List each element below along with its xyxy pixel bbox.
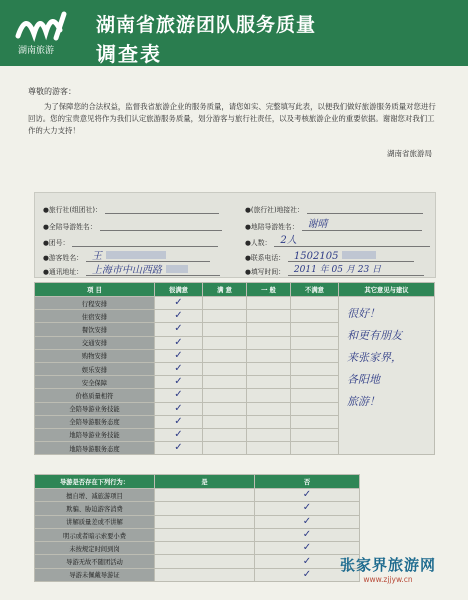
unsatisfied-cell[interactable] bbox=[291, 349, 339, 362]
redaction-blur bbox=[342, 251, 376, 259]
tour-guide-field[interactable] bbox=[43, 220, 222, 231]
group-no-label: ●团号： bbox=[43, 239, 70, 247]
no-cell[interactable] bbox=[255, 502, 360, 515]
satisfied-cell[interactable] bbox=[203, 376, 247, 389]
check-mark: ✓ bbox=[174, 376, 183, 388]
watermark-site-url: www.zjjyw.cn bbox=[363, 575, 413, 584]
behavior-label: 讲解质量差或不讲解 bbox=[35, 515, 155, 528]
average-cell[interactable] bbox=[247, 362, 291, 375]
item-label: 价格质量相符 bbox=[35, 389, 155, 402]
comment-line: 旅游！ bbox=[347, 395, 380, 408]
yes-cell[interactable] bbox=[155, 528, 255, 541]
item-label: 地陪导游业务技能 bbox=[35, 428, 155, 441]
satisfaction-table bbox=[34, 282, 435, 455]
hunan-tourism-logo bbox=[12, 6, 90, 58]
satisfied-cell[interactable] bbox=[203, 389, 247, 402]
table-row bbox=[35, 568, 360, 581]
item-label: 全陪导游业务技能 bbox=[35, 402, 155, 415]
group-agency-label: ●旅行社(组团社)： bbox=[43, 206, 102, 214]
col-item: 项 目 bbox=[35, 283, 155, 297]
satisfied-cell[interactable] bbox=[203, 428, 247, 441]
check-mark: ✓ bbox=[302, 542, 312, 554]
average-cell[interactable] bbox=[247, 442, 291, 455]
col-very-satisfied: 很满意 bbox=[155, 283, 203, 297]
very-satisfied-cell[interactable] bbox=[155, 389, 203, 402]
average-cell[interactable] bbox=[247, 389, 291, 402]
check-mark: ✓ bbox=[174, 323, 183, 335]
local-agency-label: ●(旅行社)地接社： bbox=[245, 206, 304, 214]
page-subtitle: 调查表 bbox=[96, 42, 162, 66]
signature: 湖南省旅游局 bbox=[387, 149, 432, 158]
redaction-blur bbox=[106, 251, 166, 259]
yes-cell[interactable] bbox=[155, 515, 255, 528]
comment-line: 很好！ bbox=[347, 307, 380, 320]
very-satisfied-cell[interactable] bbox=[155, 362, 203, 375]
no-cell[interactable] bbox=[255, 542, 360, 555]
table-row bbox=[35, 555, 360, 568]
satisfied-cell[interactable] bbox=[203, 362, 247, 375]
behavior-label: 欺骗、胁迫游客消费 bbox=[35, 502, 155, 515]
date-field[interactable] bbox=[245, 265, 424, 276]
item-label: 安全保障 bbox=[35, 376, 155, 389]
unsatisfied-cell[interactable] bbox=[291, 415, 339, 428]
address-field[interactable] bbox=[43, 265, 220, 276]
table-row bbox=[35, 297, 435, 310]
unsatisfied-cell[interactable] bbox=[291, 297, 339, 310]
tourist-name-field[interactable] bbox=[43, 251, 210, 262]
average-cell[interactable] bbox=[247, 297, 291, 310]
average-cell[interactable] bbox=[247, 376, 291, 389]
very-satisfied-cell[interactable] bbox=[155, 336, 203, 349]
tourist-name-label: ●游客姓名： bbox=[43, 254, 83, 262]
satisfied-cell[interactable] bbox=[203, 442, 247, 455]
intro-paragraph bbox=[28, 101, 440, 137]
unsatisfied-cell[interactable] bbox=[291, 336, 339, 349]
page-title: 湖南省旅游团队服务质量 bbox=[96, 14, 317, 36]
group-no-value[interactable] bbox=[72, 236, 218, 247]
very-satisfied-cell[interactable] bbox=[155, 297, 203, 310]
col-no: 否 bbox=[255, 475, 360, 489]
table-row bbox=[35, 502, 360, 515]
guide-behavior-table bbox=[34, 474, 360, 582]
table-row bbox=[35, 489, 360, 502]
behavior-label: 未按规定时间到岗 bbox=[35, 542, 155, 555]
item-label: 全陪导游服务态度 bbox=[35, 415, 155, 428]
comment-line: 各阳地 bbox=[347, 373, 380, 386]
people-label: ●人数： bbox=[245, 239, 272, 247]
phone-text: 1502105 bbox=[293, 251, 339, 262]
people-value[interactable]: 2人 bbox=[274, 236, 430, 247]
local-agency-field[interactable] bbox=[245, 203, 423, 214]
tourist-name-value[interactable] bbox=[86, 251, 210, 262]
very-satisfied-cell[interactable] bbox=[155, 323, 203, 336]
check-mark: ✓ bbox=[174, 428, 183, 440]
group-no-field[interactable] bbox=[43, 236, 218, 247]
satisfied-cell[interactable] bbox=[203, 297, 247, 310]
item-label: 住宿安排 bbox=[35, 310, 155, 323]
very-satisfied-cell[interactable] bbox=[155, 376, 203, 389]
group-agency-value[interactable] bbox=[105, 203, 219, 214]
yes-cell[interactable] bbox=[155, 489, 255, 502]
logo-text: 湖南旅游 bbox=[18, 46, 55, 56]
tour-guide-label: ●全陪导游姓名： bbox=[43, 223, 97, 231]
table-row bbox=[35, 542, 360, 555]
check-mark: ✓ bbox=[302, 529, 312, 541]
item-label: 地陪导游服务态度 bbox=[35, 442, 155, 455]
check-mark: ✓ bbox=[174, 402, 183, 414]
unsatisfied-cell[interactable] bbox=[291, 362, 339, 375]
item-label: 餐饮安排 bbox=[35, 323, 155, 336]
col-behavior: 导游是否存在下列行为： bbox=[35, 475, 155, 489]
yes-cell[interactable] bbox=[155, 542, 255, 555]
people-field[interactable] bbox=[245, 236, 430, 247]
tour-guide-value[interactable] bbox=[100, 220, 222, 231]
very-satisfied-cell[interactable] bbox=[155, 428, 203, 441]
date-value[interactable]: 2011 年 05 月 23 日 bbox=[288, 265, 424, 276]
unsatisfied-cell[interactable] bbox=[291, 376, 339, 389]
check-mark: ✓ bbox=[174, 349, 183, 361]
satisfied-cell[interactable] bbox=[203, 310, 247, 323]
satisfied-cell[interactable] bbox=[203, 402, 247, 415]
satisfied-cell[interactable] bbox=[203, 323, 247, 336]
col-average: 一 般 bbox=[247, 283, 291, 297]
average-cell[interactable] bbox=[247, 323, 291, 336]
comment-line: 和更有朋友 bbox=[347, 329, 402, 342]
no-cell[interactable] bbox=[255, 515, 360, 528]
yes-cell[interactable] bbox=[155, 502, 255, 515]
behavior-label: 导游无故不随团活动 bbox=[35, 555, 155, 568]
unsatisfied-cell[interactable] bbox=[291, 428, 339, 441]
behavior-label: 明示或者暗示索要小费 bbox=[35, 528, 155, 541]
site-watermark bbox=[340, 554, 436, 584]
check-mark: ✓ bbox=[302, 555, 312, 567]
check-mark: ✓ bbox=[302, 515, 312, 527]
satisfaction-header-row bbox=[35, 283, 435, 297]
address-text: 上海市中山西路 bbox=[91, 265, 162, 276]
behavior-label: 导游未佩戴导游证 bbox=[35, 568, 155, 581]
behavior-header-row bbox=[35, 475, 360, 489]
satisfied-cell[interactable] bbox=[203, 336, 247, 349]
local-guide-field[interactable] bbox=[245, 220, 422, 231]
date-label: ●填写时间： bbox=[245, 268, 285, 276]
average-cell[interactable] bbox=[247, 336, 291, 349]
check-mark: ✓ bbox=[302, 489, 312, 501]
check-mark: ✓ bbox=[174, 442, 183, 454]
check-mark: ✓ bbox=[174, 297, 183, 309]
unsatisfied-cell[interactable] bbox=[291, 402, 339, 415]
col-satisfied: 满 意 bbox=[203, 283, 247, 297]
redaction-blur bbox=[166, 265, 188, 273]
col-unsatisfied: 不满意 bbox=[291, 283, 339, 297]
check-mark: ✓ bbox=[174, 363, 183, 375]
watermark-site-name: 张家界旅游网 bbox=[340, 556, 437, 574]
comment-line: 来张家界， bbox=[347, 351, 402, 364]
unsatisfied-cell[interactable] bbox=[291, 389, 339, 402]
no-cell[interactable] bbox=[255, 528, 360, 541]
check-mark: ✓ bbox=[174, 336, 183, 348]
greeting: 尊敬的游客： bbox=[28, 87, 76, 96]
very-satisfied-cell[interactable] bbox=[155, 402, 203, 415]
yes-cell[interactable] bbox=[155, 568, 255, 581]
average-cell[interactable] bbox=[247, 415, 291, 428]
check-mark: ✓ bbox=[302, 502, 312, 514]
check-mark: ✓ bbox=[174, 415, 183, 427]
item-label: 行程安排 bbox=[35, 297, 155, 310]
local-guide-label: ●地陪导游姓名： bbox=[245, 223, 299, 231]
col-comments: 其它意见与建议 bbox=[339, 283, 435, 297]
info-panel bbox=[34, 192, 436, 278]
very-satisfied-cell[interactable] bbox=[155, 415, 203, 428]
yes-cell[interactable] bbox=[155, 555, 255, 568]
intro-text: 为了保障您的合法权益，监督我省旅游企业的服务质量，请您如实、完整填写此表，以便我们做好旅游服务质量对您进行回访。您的宝贵意见将作为我们认定旅游服务质量，划分游客与旅行社责任，以及考核旅游企业的重要依据。谢谢您对我们工作的大力支持！ bbox=[28, 102, 436, 135]
phone-value[interactable] bbox=[288, 251, 414, 262]
comments-cell[interactable] bbox=[339, 297, 435, 455]
table-row bbox=[35, 515, 360, 528]
address-label: ●通讯地址： bbox=[43, 268, 83, 276]
check-mark: ✓ bbox=[174, 310, 183, 322]
group-agency-field[interactable] bbox=[43, 203, 219, 214]
unsatisfied-cell[interactable] bbox=[291, 323, 339, 336]
satisfied-cell[interactable] bbox=[203, 349, 247, 362]
check-mark: ✓ bbox=[174, 389, 183, 401]
local-agency-value[interactable] bbox=[307, 203, 423, 214]
header-banner bbox=[0, 0, 468, 66]
behavior-label: 擅自增、减旅游项目 bbox=[35, 489, 155, 502]
item-label: 购物安排 bbox=[35, 349, 155, 362]
average-cell[interactable] bbox=[247, 402, 291, 415]
local-guide-value[interactable]: 谢晴 bbox=[302, 220, 422, 231]
item-label: 娱乐安排 bbox=[35, 362, 155, 375]
satisfied-cell[interactable] bbox=[203, 415, 247, 428]
no-cell[interactable] bbox=[255, 489, 360, 502]
very-satisfied-cell[interactable] bbox=[155, 310, 203, 323]
unsatisfied-cell[interactable] bbox=[291, 442, 339, 455]
average-cell[interactable] bbox=[247, 349, 291, 362]
check-mark: ✓ bbox=[302, 568, 312, 580]
average-cell[interactable] bbox=[247, 428, 291, 441]
unsatisfied-cell[interactable] bbox=[291, 310, 339, 323]
phone-field[interactable] bbox=[245, 251, 414, 262]
address-value[interactable] bbox=[86, 265, 220, 276]
table-row bbox=[35, 528, 360, 541]
item-label: 交通安排 bbox=[35, 336, 155, 349]
phone-label: ●联系电话： bbox=[245, 254, 285, 262]
very-satisfied-cell[interactable] bbox=[155, 442, 203, 455]
col-yes: 是 bbox=[155, 475, 255, 489]
average-cell[interactable] bbox=[247, 310, 291, 323]
very-satisfied-cell[interactable] bbox=[155, 349, 203, 362]
tourist-name-text: 王 bbox=[91, 251, 102, 262]
